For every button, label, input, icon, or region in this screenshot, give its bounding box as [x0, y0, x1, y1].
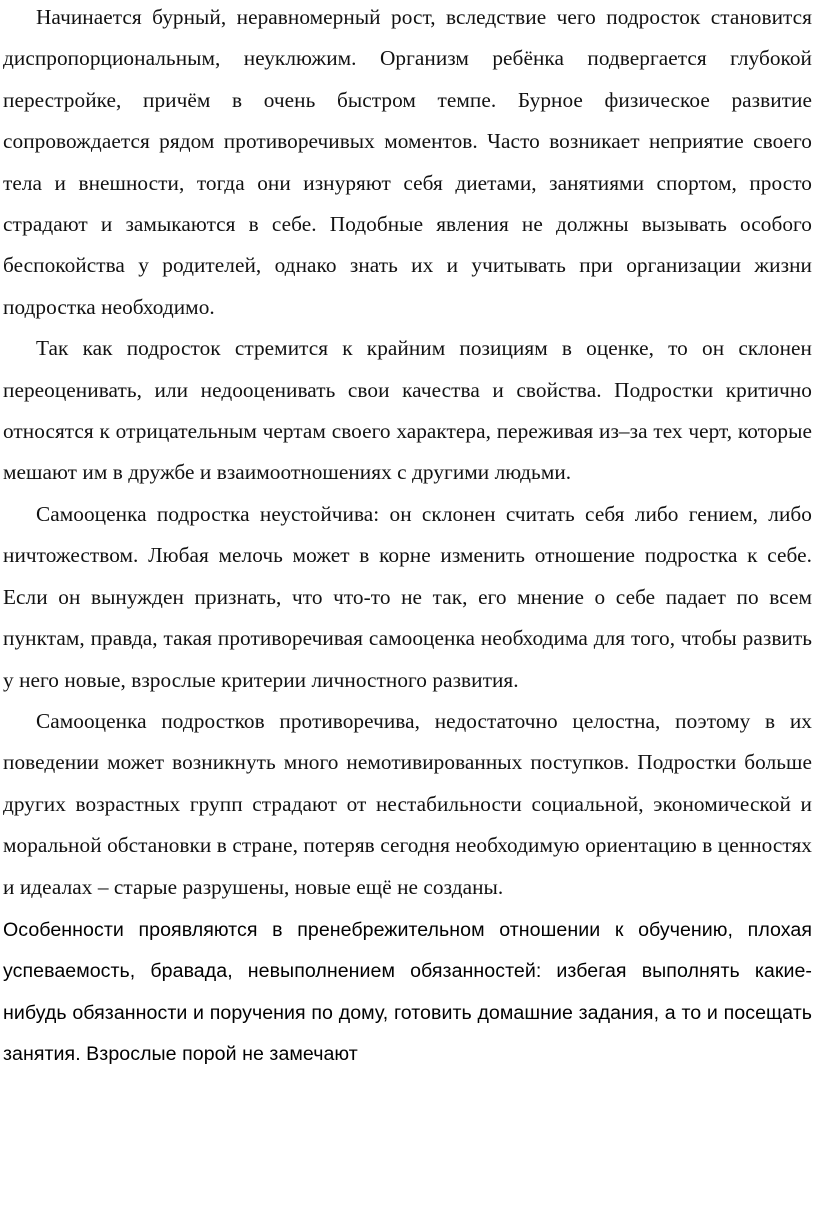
paragraph-self-assessment-extremes: Так как подросток стремится к крайним позициям в оценке, то он склонен переоценивать, или недооценивать свои качества и свойства. Подростки критично относятся к отрицательным чертам своего характера, переживая из–за тех черт, которые мешают им в дружбе и взаимоотношениях с другими людьми.: [3, 336, 812, 485]
paragraph-unstable-self-esteem: Самооценка подростка неустойчива: он склонен считать себя либо гением, либо ничтожеством. Любая мелочь может в корне изменить отношение подростка к себе. Если он вынужден признать, что что-то не так, его мнение о себе падает по всем пунктам, правда, такая противоречивая самооценка необходима для того, чтобы развить у него новые, взрослые критерии личностного развития.: [3, 501, 812, 692]
paragraph-contradictory-self-esteem: Самооценка подростков противоречива, недостаточно целостна, поэтому в их поведении может возникнуть много немотивированных поступков. Подростки больше других возрастных групп страдают от нестабильности социальной, экономической и моральной обстановки в стране, потеряв сегодня необходимую ориентацию в ценностях и идеалах – старые разрушены, новые ещё не созданы.: [3, 708, 812, 899]
paragraph-growth: Начинается бурный, неравномерный рост, вследствие чего подросток становится диспропорциональным, неуклюжим. Организм ребёнка подвергается глубокой перестройке, причём в очень быстром темпе. Бурное физическое развитие сопровождается рядом противоречивых моментов. Часто возникает неприятие своего тела и внешности, тогда они изнуряют себя диетами, занятиями спортом, просто страдают и замыкаются в себе. Подобные явления не должны вызывать особого беспокойства у родителей, однако знать их и учитывать при организации жизни подростка необходимо.: [3, 5, 812, 319]
paragraph-features: Особенности проявляются в пренебрежительном отношении к обучению, плохая успеваемость, бравада, невыполнением обязанностей: избегая выполнять какие-нибудь обязанности и поручения по дому, готовить домашние задания, а то и посещать занятия. Взрослые порой не замечают: [3, 918, 812, 1066]
